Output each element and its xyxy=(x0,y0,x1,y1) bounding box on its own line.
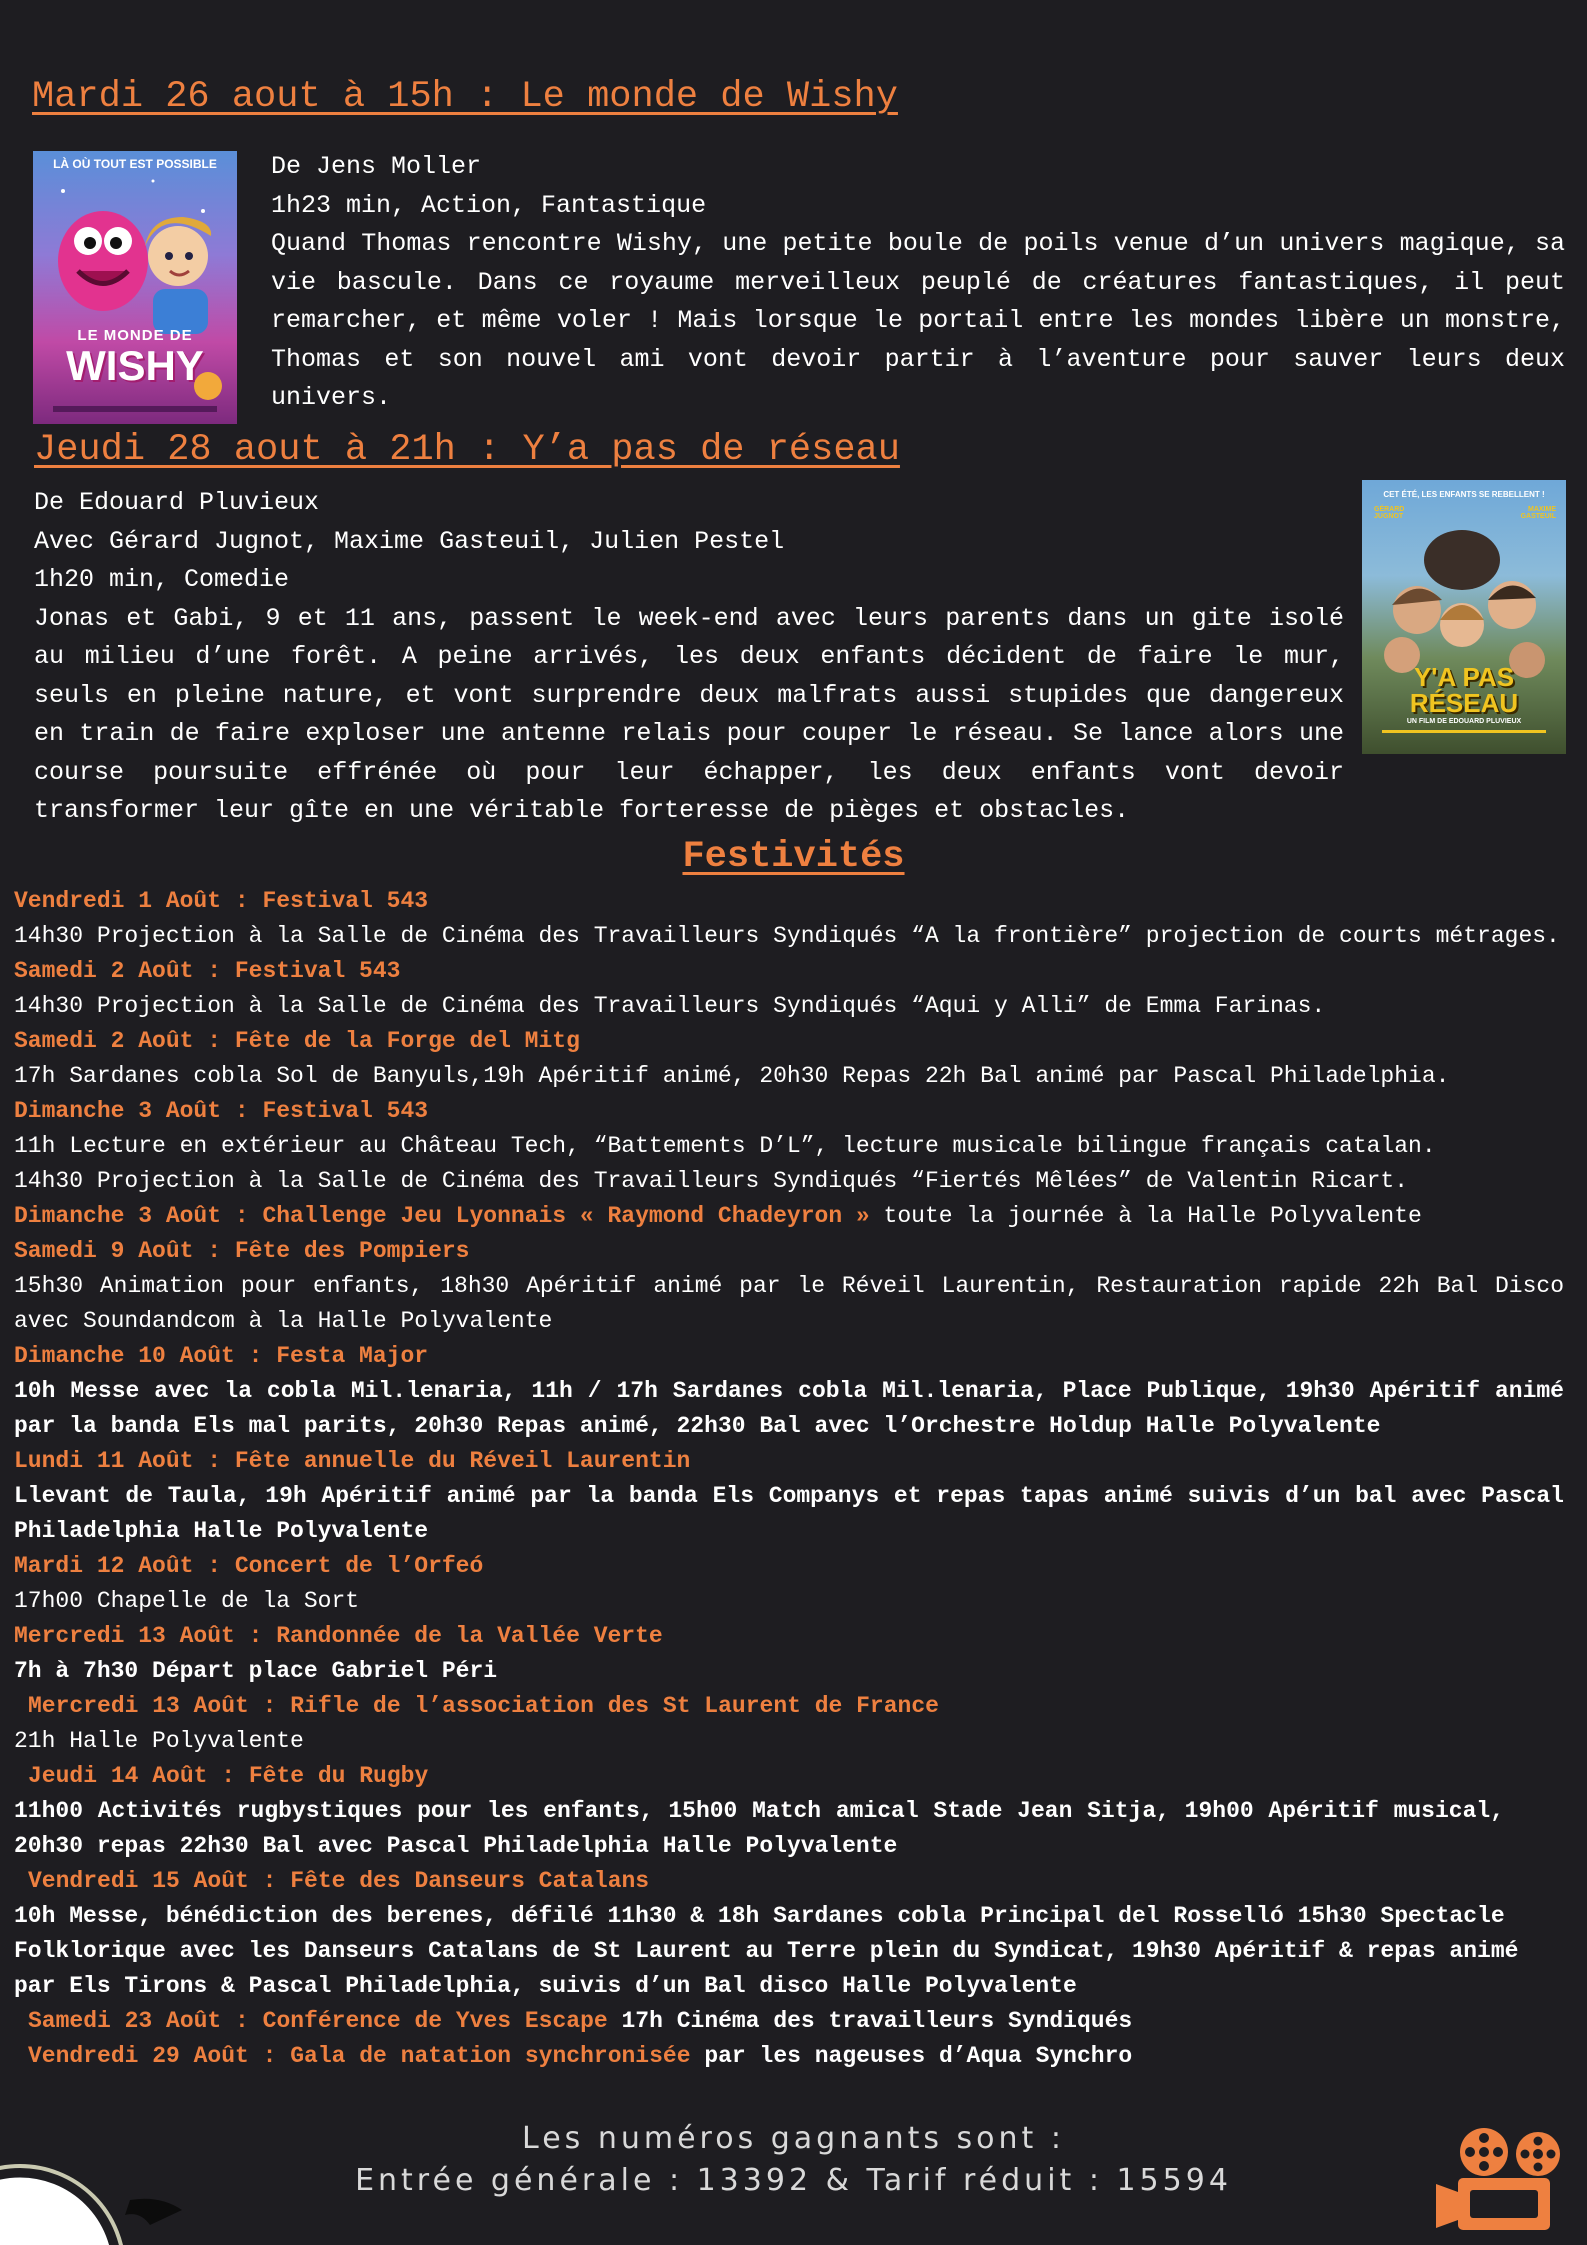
event-heading: Mercredi 13 Août : Randonnée de la Vallée Verte xyxy=(14,1623,663,1649)
event-heading: Mercredi 13 Août : Rifle de l’association des St Laurent de France xyxy=(28,1693,939,1719)
movie1-director: De Jens Moller xyxy=(271,152,482,181)
wishy-poster-title-2: WISHY xyxy=(66,342,204,389)
event-inline-row xyxy=(14,2039,1564,2074)
movie1-details xyxy=(271,148,1565,418)
event-heading: Dimanche 3 Août : Challenge Jeu Lyonnais « Raymond Chadeyron » xyxy=(14,1203,870,1229)
event-detail: 14h30 Projection à la Salle de Cinéma des Travailleurs Syndiqués “Fiertés Mêlées” de Valentin Ricart. xyxy=(14,1168,1409,1194)
movie2-director: De Edouard Pluvieux xyxy=(34,488,320,517)
event-detail: 15h30 Animation pour enfants, 18h30 Apéritif animé par le Réveil Laurentin, Restauration rapide 22h Bal Disco avec Soundandcom à la Halle Polyvalente xyxy=(14,1273,1564,1334)
reseau-poster-title-2: RÉSEAU xyxy=(1409,688,1519,718)
reseau-poster-actor-right: MAXIME GASTEUIL xyxy=(1520,506,1556,520)
footer-line-1: Les numéros gagnants sont : xyxy=(522,2121,1065,2156)
event-heading: Samedi 9 Août : Fête des Pompiers xyxy=(14,1238,470,1264)
event-heading: Lundi 11 Août : Fête annuelle du Réveil Laurentin xyxy=(14,1448,691,1474)
event-detail: 7h à 7h30 Départ place Gabriel Péri xyxy=(14,1658,498,1684)
event-heading: Vendredi 1 Août : Festival 543 xyxy=(14,888,429,914)
event-heading: Samedi 2 Août : Fête de la Forge del Mitg xyxy=(14,1028,580,1054)
event-detail: 17h Sardanes cobla Sol de Banyuls,19h Apéritif animé, 20h30 Repas 22h Bal animé par Pascal Philadelphia. xyxy=(14,1063,1450,1089)
decorative-swirl xyxy=(0,2155,200,2245)
event-detail: 17h Cinéma des travailleurs Syndiqués xyxy=(607,2008,1133,2034)
wishy-poster xyxy=(33,151,237,424)
reseau-poster-credit: UN FILM DE EDOUARD PLUVIEUX xyxy=(1406,718,1522,725)
festivites-list xyxy=(14,884,1564,2074)
movie2-details xyxy=(34,484,1344,831)
reseau-poster-tagline: CET ÉTÉ, LES ENFANTS SE REBELLENT ! xyxy=(1383,490,1545,499)
movie1-title: Mardi 26 aout à 15h : Le monde de Wishy xyxy=(32,76,898,118)
movie1-info: 1h23 min, Action, Fantastique xyxy=(271,190,707,220)
movie2-synopsis: Jonas et Gabi, 9 et 11 ans, passent le week-end avec leurs parents dans un gite isolé au milieu d’une forêt. A peine arrivés, les deux enfants décident de faire le mur, seuls en pleine nature, et vont surprendre deux malfrats aussi stupides que dangereux en train de faire exploser une antenne relais pour couper le réseau. Se lance alors une course poursuite effrénée où pour leur échapper, les deux enfants vont devoir transformer leur gîte en une véritable forteresse de pièges et obstacles. xyxy=(34,603,1344,825)
event-detail: 10h Messe avec la cobla Mil.lenaria, 11h / 17h Sardanes cobla Mil.lenaria, Place Publique, 19h30 Apéritif animé par la banda Els mal parits, 20h30 Repas animé, 22h30 Bal avec l’Orchestre Holdup Halle Polyvalente xyxy=(14,1378,1564,1439)
reseau-poster-actor-left: GÉRARD JUGNOT xyxy=(1374,506,1405,520)
movie1-synopsis: Quand Thomas rencontre Wishy, une petite boule de poils venue d’un univers magique, sa vie bascule. Dans ce royaume merveilleux peuplé de créatures fantastiques, il peut remarcher, et même voler ! Mais lorsque le portail entre les mondes libère un monstre, Thomas et son nouvel ami vont devoir partir à l’aventure pour sauver leurs deux univers. xyxy=(271,229,1565,412)
wishy-poster-title-1: LE MONDE DE xyxy=(77,327,193,344)
event-inline-row xyxy=(14,2004,1564,2039)
event-heading: Vendredi 15 Août : Fête des Danseurs Catalans xyxy=(28,1868,650,1894)
reseau-poster-title-1: Y'A PAS xyxy=(1413,662,1515,692)
event-detail: 10h Messe, bénédiction des berenes, défilé 11h30 & 18h Sardanes cobla Principal del Rosselló 15h30 Spectacle Folklorique avec les Danseurs Catalans de St Laurent au Terre plein du Syndicat, 19h30 Apéritif & repas animé par Els Tirons & Pascal Philadelphia, suivis d’un Bal disco Halle Polyvalente xyxy=(14,1903,1519,1999)
event-heading: Jeudi 14 Août : Fête du Rugby xyxy=(28,1763,429,1789)
movie2-info: 1h20 min, Comedie xyxy=(34,565,290,594)
event-heading: Dimanche 10 Août : Festa Major xyxy=(14,1343,429,1369)
event-detail: toute la journée à la Halle Polyvalente xyxy=(869,1203,1422,1229)
event-detail: Llevant de Taula, 19h Apéritif animé par la banda Els Companys et repas tapas animé suivis d’un bal avec Pascal Philadelphia Halle Polyvalente xyxy=(14,1483,1564,1544)
event-heading: Samedi 23 Août : Conférence de Yves Escape xyxy=(28,2008,608,2034)
event-heading: Dimanche 3 Août : Festival 543 xyxy=(14,1098,429,1124)
film-camera-icon xyxy=(1436,2126,1576,2236)
event-detail: 14h30 Projection à la Salle de Cinéma des Travailleurs Syndiqués “A la frontière” projection de courts métrages. xyxy=(14,923,1560,949)
event-detail: 11h00 Activités rugbystiques pour les enfants, 15h00 Match amical Stade Jean Sitja, 19h00 Apéritif musical, 20h30 repas 22h30 Bal avec Pascal Philadelphia Halle Polyvalente xyxy=(14,1798,1504,1859)
event-inline-row xyxy=(14,1199,1564,1234)
event-heading: Vendredi 29 Août : Gala de natation synchronisée xyxy=(28,2043,691,2069)
event-heading: Samedi 2 Août : Festival 543 xyxy=(14,958,401,984)
event-detail: par les nageuses d’Aqua Synchro xyxy=(690,2043,1133,2069)
event-detail: 14h30 Projection à la Salle de Cinéma des Travailleurs Syndiqués “Aqui y Alli” de Emma Farinas. xyxy=(14,993,1326,1019)
event-detail: 17h00 Chapelle de la Sort xyxy=(14,1588,360,1614)
festivites-title: Festivités xyxy=(682,836,905,878)
reseau-poster xyxy=(1362,480,1566,754)
event-heading: Mardi 12 Août : Concert de l’Orfeó xyxy=(14,1553,484,1579)
footer-line-2: Entrée générale : 13392 & Tarif réduit : 15594 xyxy=(355,2163,1232,2198)
wishy-poster-tagline: LÀ OÙ TOUT EST POSSIBLE xyxy=(53,157,217,171)
event-detail: 21h Halle Polyvalente xyxy=(14,1728,304,1754)
movie2-title: Jeudi 28 aout à 21h : Y’a pas de réseau xyxy=(34,429,900,471)
event-detail: 11h Lecture en extérieur au Château Tech, “Battements D’L”, lecture musicale bilingue français catalan. xyxy=(14,1133,1436,1159)
movie2-cast: Avec Gérard Jugnot, Maxime Gasteuil, Julien Pestel xyxy=(34,526,785,556)
